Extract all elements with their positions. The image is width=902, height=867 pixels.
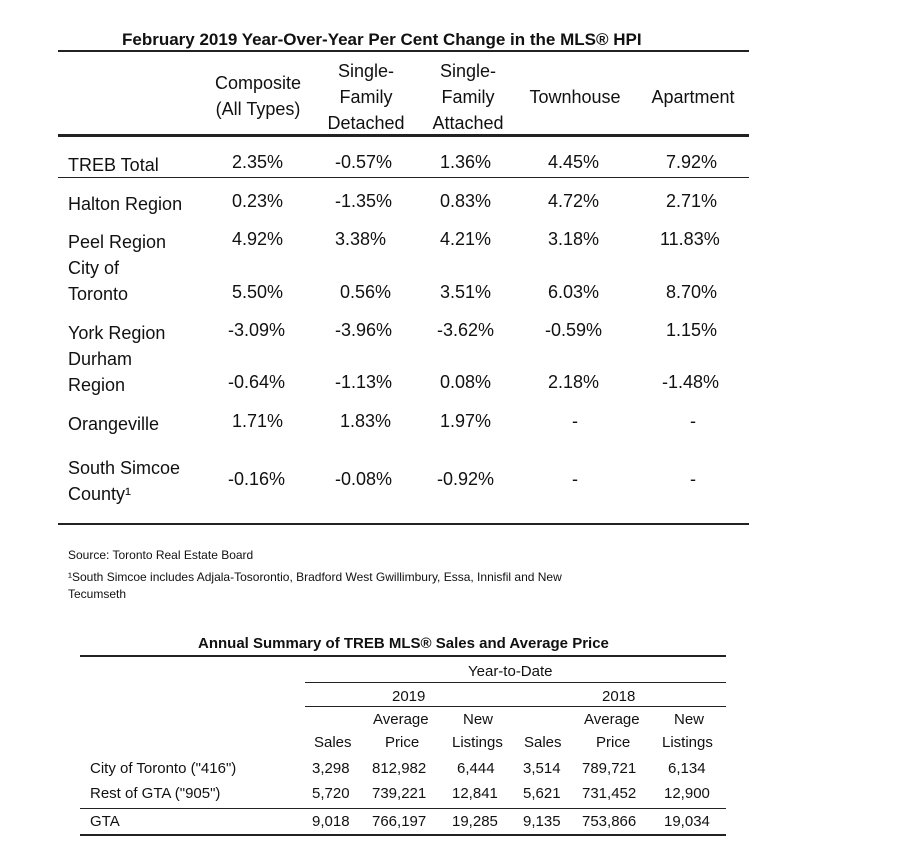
sales-row-label: City of Toronto ("416") bbox=[90, 760, 237, 777]
row-label: City of Toronto bbox=[68, 258, 129, 304]
cell-composite: 1.71% bbox=[232, 411, 284, 431]
cell-apartment: - bbox=[690, 411, 696, 431]
period-rule bbox=[305, 682, 726, 683]
row-label: South Simcoe County¹ bbox=[68, 458, 181, 504]
cell-townhouse: - bbox=[572, 411, 578, 431]
row-label: York Region bbox=[68, 323, 166, 343]
sales-cell: 9,135 bbox=[523, 813, 561, 830]
col-avg-bottom-2019: Price bbox=[385, 734, 420, 751]
year-rule bbox=[305, 706, 726, 707]
period-header: Year-to-Date bbox=[468, 663, 553, 680]
cell-detached: 1.83% bbox=[340, 411, 392, 431]
cell-composite: 0.23% bbox=[232, 191, 284, 211]
sales-cell: 3,298 bbox=[312, 760, 350, 777]
new-listings-cell: 19,285 bbox=[452, 813, 498, 830]
cell-composite: -3.09% bbox=[228, 320, 286, 340]
cell-detached: 0.56% bbox=[340, 282, 392, 302]
cell-detached: 3.38% bbox=[335, 229, 387, 249]
treb-total-rule bbox=[58, 177, 749, 178]
cell-detached: -0.57% bbox=[335, 152, 393, 172]
cell-attached: -3.62% bbox=[437, 320, 495, 340]
cell-apartment: 7.92% bbox=[666, 152, 718, 172]
cell-detached: -3.96% bbox=[335, 320, 393, 340]
header-detached: Single- Family Detached bbox=[327, 61, 405, 133]
new-listings-cell: 12,841 bbox=[452, 785, 498, 802]
cell-attached: 1.97% bbox=[440, 411, 492, 431]
row-label: Orangeville bbox=[68, 414, 160, 434]
cell-detached: -1.35% bbox=[335, 191, 393, 211]
avg-price-cell: 739,221 bbox=[372, 785, 427, 802]
sales-top-rule bbox=[80, 655, 726, 657]
gta-rule-top bbox=[80, 808, 726, 809]
footnote: ¹South Simcoe includes Adjala-Tosorontio, Bradford West Gwillimbury, Essa, Innisfil and New bbox=[68, 570, 562, 584]
cell-apartment: -1.48% bbox=[662, 372, 720, 392]
header-attached: Single- Family Attached bbox=[432, 61, 504, 133]
col-sales-2019: Sales bbox=[314, 734, 352, 751]
row-label: Halton Region bbox=[68, 194, 183, 214]
cell-apartment: - bbox=[690, 469, 696, 489]
cell-attached: -0.92% bbox=[437, 469, 495, 489]
sales-cell: 3,514 bbox=[523, 760, 561, 777]
cell-detached: -0.08% bbox=[335, 469, 393, 489]
sales-cell: 5,621 bbox=[523, 785, 561, 802]
sales-row-label: Rest of GTA ("905") bbox=[90, 785, 221, 802]
cell-composite: -0.16% bbox=[228, 469, 286, 489]
sales-row-label: GTA bbox=[90, 813, 120, 830]
cell-attached: 0.08% bbox=[440, 372, 492, 392]
cell-detached: -1.13% bbox=[335, 372, 393, 392]
header-composite: Composite (All Types) bbox=[214, 73, 302, 119]
col-new-top-2019: New bbox=[463, 711, 494, 728]
new-listings-cell: 6,134 bbox=[668, 760, 706, 777]
avg-price-cell: 812,982 bbox=[372, 760, 427, 777]
cell-apartment: 2.71% bbox=[666, 191, 718, 211]
new-listings-cell: 12,900 bbox=[664, 785, 710, 802]
footnote-continued: Tecumseth bbox=[68, 587, 127, 601]
sales-table-title: Annual Summary of TREB MLS® Sales and Average Price bbox=[198, 635, 609, 652]
col-new-bottom-2019: Listings bbox=[452, 734, 503, 751]
cell-attached: 1.36% bbox=[440, 152, 492, 172]
row-label: TREB Total bbox=[68, 155, 159, 175]
cell-townhouse: 4.72% bbox=[548, 191, 600, 211]
cell-composite: -0.64% bbox=[228, 372, 286, 392]
cell-attached: 3.51% bbox=[440, 282, 492, 302]
avg-price-cell: 753,866 bbox=[582, 813, 637, 830]
new-listings-cell: 6,444 bbox=[457, 760, 495, 777]
col-sales-2018: Sales bbox=[524, 734, 562, 751]
cell-apartment: 1.15% bbox=[666, 320, 718, 340]
cell-attached: 0.83% bbox=[440, 191, 492, 211]
hpi-bottom-rule bbox=[58, 523, 749, 525]
header-townhouse: Townhouse bbox=[529, 87, 621, 107]
col-avg-top-2019: Average bbox=[373, 711, 429, 728]
hpi-header-rule bbox=[58, 134, 749, 137]
cell-townhouse: 3.18% bbox=[548, 229, 600, 249]
col-new-top-2018: New bbox=[674, 711, 705, 728]
cell-attached: 4.21% bbox=[440, 229, 492, 249]
cell-composite: 4.92% bbox=[232, 229, 284, 249]
source-note: Source: Toronto Real Estate Board bbox=[68, 548, 254, 562]
cell-townhouse: 2.18% bbox=[548, 372, 600, 392]
cell-townhouse: -0.59% bbox=[545, 320, 603, 340]
cell-composite: 5.50% bbox=[232, 282, 284, 302]
col-avg-top-2018: Average bbox=[584, 711, 640, 728]
avg-price-cell: 789,721 bbox=[582, 760, 637, 777]
sales-bottom-rule bbox=[80, 834, 726, 836]
cell-apartment: 11.83% bbox=[660, 229, 720, 249]
cell-composite: 2.35% bbox=[232, 152, 284, 172]
header-apartment: Apartment bbox=[651, 87, 735, 107]
cell-apartment: 8.70% bbox=[666, 282, 718, 302]
cell-townhouse: - bbox=[572, 469, 578, 489]
sales-cell: 9,018 bbox=[312, 813, 350, 830]
cell-townhouse: 6.03% bbox=[548, 282, 600, 302]
avg-price-cell: 766,197 bbox=[372, 813, 427, 830]
row-label: Peel Region bbox=[68, 232, 167, 252]
hpi-top-rule bbox=[58, 50, 749, 52]
year-2019-header: 2019 bbox=[392, 688, 426, 705]
row-label: Durham Region bbox=[68, 349, 133, 395]
col-new-bottom-2018: Listings bbox=[662, 734, 713, 751]
hpi-table-title: February 2019 Year-Over-Year Per Cent Change in the MLS® HPI bbox=[122, 30, 642, 49]
avg-price-cell: 731,452 bbox=[582, 785, 637, 802]
col-avg-bottom-2018: Price bbox=[596, 734, 631, 751]
sales-cell: 5,720 bbox=[312, 785, 350, 802]
new-listings-cell: 19,034 bbox=[664, 813, 710, 830]
year-2018-header: 2018 bbox=[602, 688, 636, 705]
cell-townhouse: 4.45% bbox=[548, 152, 600, 172]
